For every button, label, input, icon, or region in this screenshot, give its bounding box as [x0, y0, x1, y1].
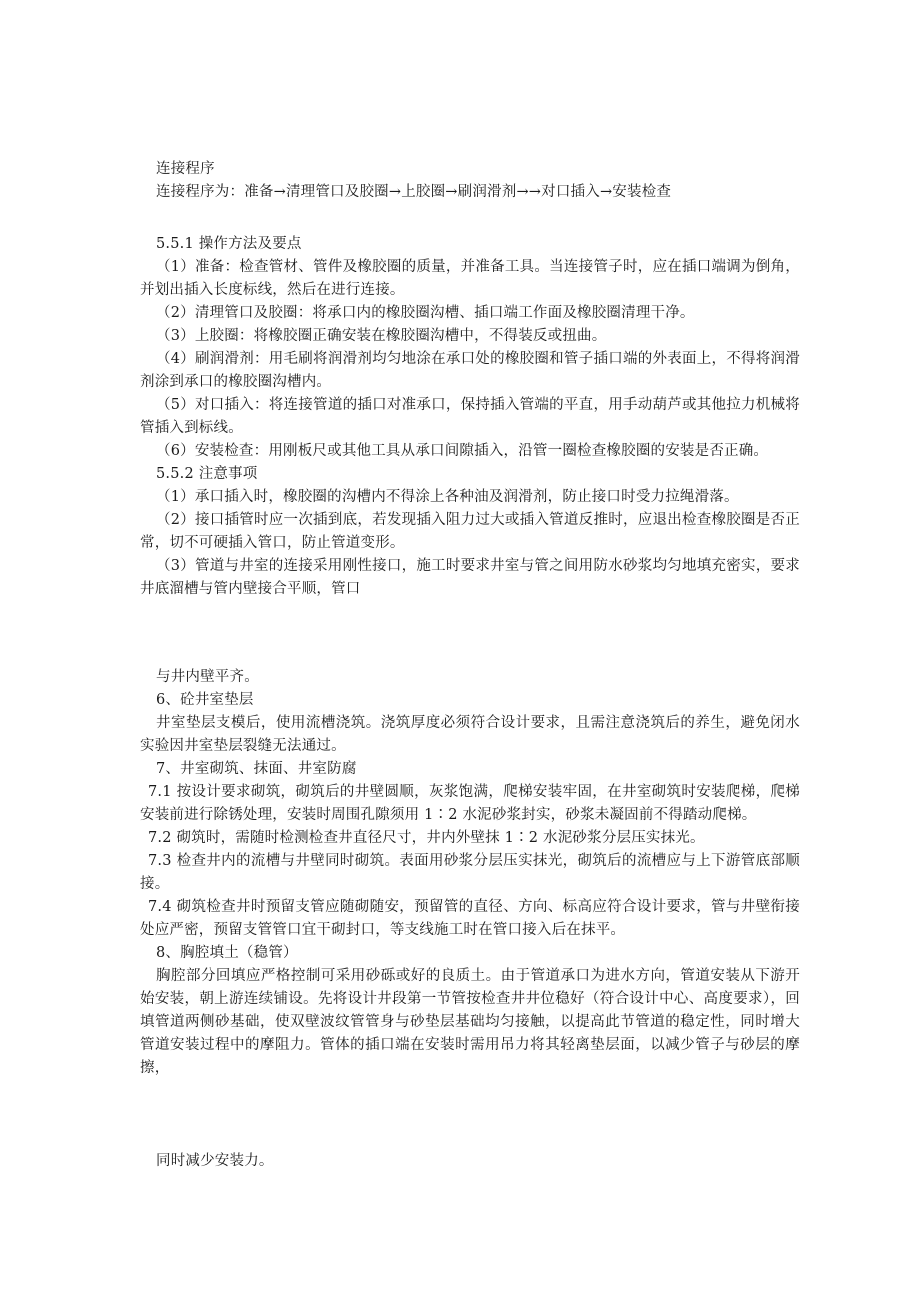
list-item: 7.2 砌筑时，需随时检测检查井直径尺寸，井内外壁抹 1∶2 水泥砂浆分层压实抹光。: [148, 830, 705, 846]
list-item: （1）承口插入时，橡胶圈的沟槽内不得涂上各种油及润滑剂，防止接口时受力拉绳滑落。: [156, 489, 739, 505]
paragraph: 井室垫层支模后，使用流槽浇筑。浇筑厚度必须符合设计要求，且需注意浇筑后的养生，避免闭水实验因井室垫层裂缝无法通过。: [140, 715, 800, 754]
section-5-5-1: [140, 233, 800, 601]
list-item: （2）清理管口及胶圈：将承口内的橡胶圈沟槽、插口端工作面及橡胶圈清理干净。: [156, 305, 695, 321]
paragraph: 胸腔部分回填应严格控制可采用砂砾或好的良质土。由于管道承口为进水方向，管道安装从下游开始安装，朝上游连续铺设。先将设计井段第一节管按检查井井位稳好（符合设计中心、高度要求），回填管道两侧砂基础，使双壁波纹管管身与砂垫层基础均匀接触，以提高此节管道的稳定性，同时增大管道安装过程中的摩阻力。管体的插口端在安装时需用吊力将其轻离垫层面，以减少管子与砂层的摩擦，: [140, 968, 800, 1076]
section-heading: 7、井室砌筑、抹面、井室防腐: [156, 761, 357, 777]
list-item: （2）接口插管时应一次插到底，若发现插入阻力过大或插入管道反推时，应退出检查橡胶圈是否正常，切不可硬插入管口，防止管道变形。: [140, 512, 800, 551]
list-item: 7.4 砌筑检查井时预留支管应随砌随安，预留管的直径、方向、标高应符合设计要求，管与井壁衔接处应严密，预留支管管口宜干砌封口，等支线施工时在管口接入后在抹平。: [140, 899, 800, 938]
list-item: （6）安装检查：用刚板尺或其他工具从承口间隙插入，沿管一圈检查橡胶圈的安装是否正确。: [156, 443, 769, 459]
list-item: （3）上胶圈：将橡胶圈正确安装在橡胶圈沟槽中，不得装反或扭曲。: [156, 328, 607, 344]
section-tail: [140, 1150, 800, 1173]
section-heading: 8、胸腔填土（稳管）: [156, 945, 298, 961]
section-heading: 6、砼井室垫层: [156, 692, 254, 708]
list-item: 7.1 按设计要求砌筑，砌筑后的井壁圆顺，灰浆饱满，爬梯安装牢固，在井室砌筑时安装爬梯，爬梯安装前进行除锈处理，安装时周围孔隙须用 1∶2 水泥砂浆封实，砂浆未凝固前不得踏动爬梯。: [140, 784, 800, 823]
list-item: （4）刷润滑剂：用毛刷将润滑剂均匀地涂在承口处的橡胶圈和管子插口端的外表面上，不得将润滑剂涂到承口的橡胶圈沟槽内。: [140, 351, 800, 390]
list-item: （5）对口插入：将连接管道的插口对准承口，保持插入管端的平直，用手动葫芦或其他拉力机械将管插入到标线。: [140, 397, 800, 436]
section-continuation: [140, 666, 800, 1080]
section-title: 连接程序: [156, 161, 215, 177]
section-heading: 5.5.1 操作方法及要点: [156, 236, 302, 252]
list-item: （1）准备：检查管材、管件及橡胶圈的质量，并准备工具。当连接管子时，应在插口端调为倒角，并划出插入长度标线，然后在进行连接。: [140, 259, 800, 298]
list-item: 7.3 检查井内的流槽与井壁同时砌筑。表面用砂浆分层压实抹光，砌筑后的流槽应与上下游管底部顺接。: [140, 853, 800, 892]
list-item: （3）管道与井室的连接采用刚性接口，施工时要求井室与管之间用防水砂浆均匀地填充密实，要求井底溜槽与管内壁接合平顺，管口: [140, 558, 800, 597]
procedure-line: 连接程序为：准备→清理管口及胶圈→上胶圈→刷润滑剂→→对口插入→安装检查: [156, 184, 672, 200]
section-heading: 5.5.2 注意事项: [156, 466, 258, 482]
continuation-text: 与井内壁平齐。: [156, 669, 259, 685]
section-connection-procedure: [140, 158, 800, 204]
continuation-text: 同时减少安装力。: [156, 1153, 274, 1169]
